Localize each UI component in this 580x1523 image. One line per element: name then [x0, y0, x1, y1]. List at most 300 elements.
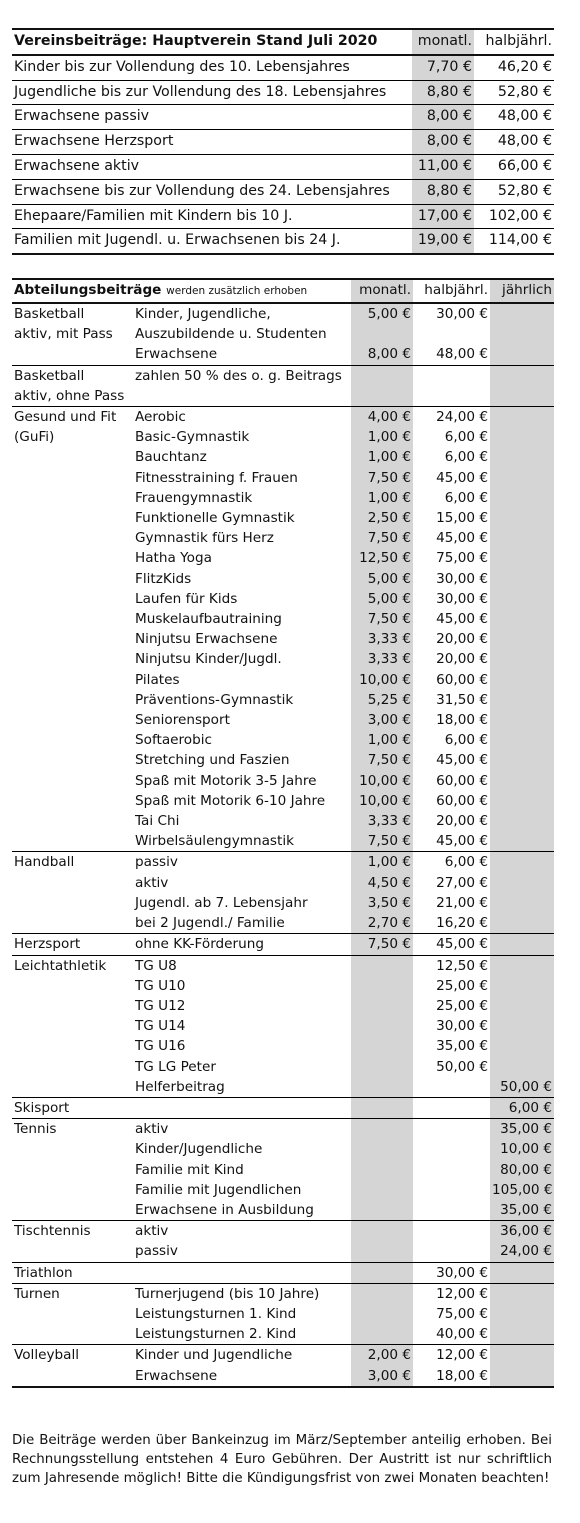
- dept-half: 6,00 €: [444, 429, 489, 446]
- dept-monthly: [353, 1160, 411, 1180]
- dept-half: 31,50 €: [436, 691, 489, 708]
- dept-half: [415, 1119, 488, 1139]
- dept-yearly-cell: [490, 1262, 554, 1283]
- dept-half-cell: [413, 407, 490, 852]
- dept-monthly: [353, 1284, 411, 1304]
- dept-monthly: 7,50 €: [367, 833, 412, 850]
- dept-group-row: [12, 1262, 554, 1283]
- fee-half: 102,00 €: [474, 204, 554, 229]
- dept-half: 45,00 €: [436, 530, 489, 547]
- dept-name: Herzsport: [14, 936, 81, 953]
- dept-name: [14, 447, 131, 467]
- dept-half: [415, 1180, 488, 1200]
- dept-monthly-cell: [351, 1097, 413, 1118]
- dept-half: [415, 366, 488, 386]
- dept-name: [14, 1200, 131, 1220]
- dept-item: Leistungsturnen 2. Kind: [135, 1326, 297, 1343]
- dept-name: Handball: [14, 854, 75, 871]
- dept-half: 75,00 €: [436, 550, 489, 567]
- dept-group-row: [12, 365, 554, 406]
- dept-item: FlitzKids: [135, 570, 192, 587]
- dept-half: 15,00 €: [436, 510, 489, 527]
- fee-label: Erwachsene Herzsport: [12, 130, 412, 155]
- dept-item: passiv: [135, 1243, 178, 1260]
- dept-yearly-cell: [490, 1283, 554, 1345]
- dept-item-cell: [133, 934, 351, 955]
- dept-monthly: 10,00 €: [359, 772, 412, 789]
- dept-half: 12,00 €: [436, 1285, 489, 1302]
- dept-half: [415, 386, 488, 406]
- dept-item: aktiv: [135, 874, 169, 891]
- fee-half: 114,00 €: [474, 229, 554, 254]
- dept-half-cell: [413, 365, 490, 406]
- dept-yearly: [492, 873, 552, 893]
- dept-item: Bauchtanz: [135, 449, 207, 466]
- dept-half-cell: [413, 303, 490, 365]
- dept-yearly-cell: [490, 955, 554, 1097]
- dept-item: aktiv: [135, 1223, 169, 1240]
- dept-monthly: [353, 1036, 411, 1056]
- dept-half: 45,00 €: [436, 752, 489, 769]
- dept-half: 25,00 €: [436, 977, 489, 994]
- dept-yearly: [492, 1284, 552, 1304]
- dept-name: [14, 893, 131, 913]
- dept-name: [14, 649, 131, 669]
- dept-monthly: 5,00 €: [367, 570, 412, 587]
- fee-label: Ehepaare/Familien mit Kindern bis 10 J.: [12, 204, 412, 229]
- dept-group-row: [12, 852, 554, 934]
- dept-yearly: [492, 956, 552, 976]
- dept-yearly: [492, 669, 552, 689]
- dept-yearly: [492, 750, 552, 770]
- dept-yearly: [492, 1016, 552, 1036]
- dept-half: [415, 1139, 488, 1159]
- footer-note: [12, 1431, 552, 1488]
- dept-col-yearly-header: jährlich: [490, 279, 554, 303]
- dept-monthly: [353, 386, 411, 406]
- dept-yearly: [492, 366, 552, 386]
- dept-monthly: [353, 1098, 411, 1118]
- fee-monthly: 8,80 €: [412, 80, 474, 105]
- dept-yearly: [492, 649, 552, 669]
- dept-name: Gesund und Fit: [14, 409, 117, 426]
- dept-monthly: [353, 956, 411, 976]
- dept-half: [415, 1077, 488, 1097]
- dept-yearly: [492, 730, 552, 750]
- dept-half-cell: [413, 1283, 490, 1345]
- dept-name: [14, 528, 131, 548]
- dept-yearly: [492, 609, 552, 629]
- dept-name-cell: [12, 934, 133, 955]
- dept-half: 6,00 €: [444, 732, 489, 749]
- fee-monthly: 8,80 €: [412, 179, 474, 204]
- dept-item-cell: [133, 1119, 351, 1221]
- dept-yearly: 24,00 €: [500, 1243, 553, 1260]
- dept-half: 60,00 €: [436, 772, 489, 789]
- dept-half: 6,00 €: [444, 449, 489, 466]
- dept-monthly: 5,00 €: [367, 590, 412, 607]
- main-fee-row: [12, 80, 554, 105]
- dept-item: Frauengymnastik: [135, 489, 253, 506]
- dept-yearly: [492, 447, 552, 467]
- main-fee-row: [12, 55, 554, 80]
- dept-yearly: [492, 1366, 552, 1386]
- dept-yearly: [492, 1036, 552, 1056]
- dept-half: 30,00 €: [436, 1264, 489, 1281]
- dept-name: [14, 1180, 131, 1200]
- dept-name-cell: [12, 1283, 133, 1345]
- dept-monthly: 5,25 €: [367, 691, 412, 708]
- dept-half: 45,00 €: [436, 833, 489, 850]
- dept-half: 6,00 €: [444, 854, 489, 871]
- dept-monthly: 4,50 €: [367, 874, 412, 891]
- dept-name: [14, 1139, 131, 1159]
- dept-name: Basketball: [14, 367, 85, 384]
- main-fees-table: [12, 28, 554, 255]
- dept-monthly: [353, 1263, 411, 1283]
- main-fee-row: [12, 179, 554, 204]
- dept-fees-header: [12, 279, 554, 303]
- dept-half-cell: [413, 1119, 490, 1221]
- dept-half: 30,00 €: [436, 1018, 489, 1035]
- dept-item: Auszubildende u. Studenten: [135, 326, 327, 343]
- dept-item: Basic-Gymnastik: [135, 429, 250, 446]
- main-fees-title: Vereinsbeiträge: Hauptverein Stand Juli 2020: [12, 29, 412, 55]
- dept-item-cell: [133, 365, 351, 406]
- dept-yearly: 36,00 €: [500, 1223, 553, 1240]
- dept-monthly: 1,00 €: [367, 854, 412, 871]
- dept-monthly: 7,50 €: [367, 530, 412, 547]
- dept-yearly: 80,00 €: [500, 1161, 553, 1178]
- dept-name: [14, 344, 131, 364]
- dept-monthly-cell: [351, 1119, 413, 1221]
- dept-half: [415, 1160, 488, 1180]
- dept-yearly-cell: [490, 1119, 554, 1221]
- dept-yearly-cell: [490, 1345, 554, 1387]
- dept-item: bei 2 Jugendl./ Familie: [135, 915, 285, 932]
- fee-monthly: 19,00 €: [412, 229, 474, 254]
- dept-group-row: [12, 1221, 554, 1262]
- dept-yearly-cell: [490, 365, 554, 406]
- dept-half: 27,00 €: [436, 874, 489, 891]
- dept-yearly: [492, 976, 552, 996]
- dept-item: Softaerobic: [135, 732, 213, 749]
- dept-monthly: [353, 1200, 411, 1220]
- dept-yearly: 10,00 €: [500, 1141, 553, 1158]
- dept-item: TG U12: [135, 997, 186, 1014]
- dept-group-row: [12, 955, 554, 1097]
- dept-monthly: [353, 1077, 411, 1097]
- dept-yearly: [492, 1263, 552, 1283]
- dept-half-cell: [413, 1345, 490, 1387]
- main-fee-row: [12, 105, 554, 130]
- dept-monthly: 1,00 €: [367, 449, 412, 466]
- dept-item: Kinder/Jugendliche: [135, 1141, 263, 1158]
- dept-yearly: [492, 852, 552, 872]
- dept-yearly: [492, 407, 552, 427]
- fee-monthly: 17,00 €: [412, 204, 474, 229]
- dept-name: [14, 1036, 131, 1056]
- dept-name: [14, 1366, 131, 1386]
- dept-yearly: [492, 934, 552, 954]
- dept-yearly: [492, 690, 552, 710]
- dept-half-cell: [413, 1221, 490, 1262]
- dept-half: 20,00 €: [436, 631, 489, 648]
- dept-name-cell: [12, 1097, 133, 1118]
- dept-yearly: [492, 344, 552, 364]
- dept-half: 18,00 €: [436, 712, 489, 729]
- dept-monthly: 3,33 €: [367, 651, 412, 668]
- dept-name: aktiv, ohne Pass: [14, 387, 125, 404]
- fee-monthly: 11,00 €: [412, 154, 474, 179]
- dept-half: 45,00 €: [436, 936, 489, 953]
- dept-name-cell: [12, 1221, 133, 1262]
- dept-item: Stretching und Faszien: [135, 752, 290, 769]
- dept-yearly: [492, 324, 552, 344]
- dept-yearly: [492, 1324, 552, 1344]
- dept-monthly: 12,50 €: [359, 550, 412, 567]
- dept-name: Basketball: [14, 306, 85, 322]
- dept-item: Ninjutsu Kinder/Jugdl.: [135, 651, 282, 668]
- fee-monthly: 8,00 €: [412, 105, 474, 130]
- dept-item: zahlen 50 % des o. g. Beitrags: [135, 367, 342, 384]
- dept-monthly: 3,00 €: [367, 712, 412, 729]
- main-fees-header: [12, 29, 554, 55]
- dept-name: [14, 1016, 131, 1036]
- dept-half: [415, 1241, 488, 1261]
- dept-item: Leistungsturnen 1. Kind: [135, 1305, 297, 1322]
- dept-yearly: [492, 1345, 552, 1365]
- dept-item: Spaß mit Motorik 3-5 Jahre: [135, 772, 317, 789]
- dept-yearly-cell: [490, 852, 554, 934]
- dept-monthly: 1,00 €: [367, 429, 412, 446]
- dept-group-row: [12, 407, 554, 852]
- dept-item: Erwachsene: [135, 1367, 218, 1384]
- dept-name: [14, 488, 131, 508]
- dept-half: 6,00 €: [444, 489, 489, 506]
- dept-monthly: [353, 366, 411, 386]
- dept-item: aktiv: [135, 1121, 169, 1138]
- dept-half: [415, 324, 488, 344]
- dept-item: Wirbelsäulengymnastik: [135, 833, 294, 850]
- dept-monthly: 1,00 €: [367, 732, 412, 749]
- dept-item: Erwachsene: [135, 346, 218, 363]
- dept-item: Helferbeitrag: [135, 1078, 225, 1095]
- dept-monthly: 3,00 €: [367, 1367, 412, 1384]
- dept-item: [135, 386, 349, 406]
- dept-half: 40,00 €: [436, 1326, 489, 1343]
- dept-item: [135, 1263, 349, 1283]
- dept-name: [14, 669, 131, 689]
- dept-half: 20,00 €: [436, 813, 489, 830]
- dept-group-row: [12, 1283, 554, 1345]
- dept-name-cell: [12, 955, 133, 1097]
- dept-monthly: [353, 1304, 411, 1324]
- dept-yearly: [492, 831, 552, 851]
- dept-monthly: [353, 324, 411, 344]
- dept-monthly: [353, 1180, 411, 1200]
- dept-item: TG U16: [135, 1038, 186, 1055]
- dept-monthly: [353, 1016, 411, 1036]
- dept-half: 18,00 €: [436, 1367, 489, 1384]
- fee-half: 52,80 €: [474, 179, 554, 204]
- dept-monthly: [353, 976, 411, 996]
- dept-name: [14, 831, 131, 851]
- dept-monthly: 2,00 €: [367, 1347, 412, 1364]
- dept-name: [14, 508, 131, 528]
- dept-item-cell: [133, 955, 351, 1097]
- dept-monthly: 7,50 €: [367, 936, 412, 953]
- dept-item: TG LG Peter: [135, 1058, 216, 1075]
- dept-name: Tennis: [14, 1121, 57, 1138]
- dept-yearly: 35,00 €: [500, 1201, 553, 1218]
- dept-name: (GuFi): [14, 429, 55, 446]
- fee-monthly: 8,00 €: [412, 130, 474, 155]
- dept-yearly: [492, 629, 552, 649]
- dept-monthly: 10,00 €: [359, 671, 412, 688]
- dept-monthly: 7,50 €: [367, 752, 412, 769]
- fee-label: Erwachsene aktiv: [12, 154, 412, 179]
- dept-name: Volleyball: [14, 1347, 80, 1364]
- dept-monthly: 3,33 €: [367, 631, 412, 648]
- dept-yearly: [492, 427, 552, 447]
- main-fee-row: [12, 229, 554, 254]
- dept-name: [14, 730, 131, 750]
- dept-yearly: [492, 548, 552, 568]
- dept-name: [14, 791, 131, 811]
- dept-yearly-cell: [490, 303, 554, 365]
- dept-item: TG U10: [135, 977, 186, 994]
- dept-half: 30,00 €: [436, 306, 489, 322]
- dept-half: 35,00 €: [436, 1038, 489, 1055]
- dept-monthly-cell: [351, 1221, 413, 1262]
- dept-name: [14, 1324, 131, 1344]
- dept-name-cell: [12, 1262, 133, 1283]
- dept-monthly-cell: [351, 1345, 413, 1387]
- dept-monthly: [353, 1241, 411, 1261]
- dept-item: Turnerjugend (bis 10 Jahre): [135, 1285, 320, 1302]
- dept-group-row: [12, 1097, 554, 1118]
- dept-item: Erwachsene in Ausbildung: [135, 1201, 314, 1218]
- dept-item-cell: [133, 1221, 351, 1262]
- dept-monthly-cell: [351, 365, 413, 406]
- dept-item: Aerobic: [135, 409, 186, 426]
- dept-item: TG U8: [135, 957, 177, 974]
- dept-name: Leichtathletik: [14, 957, 107, 974]
- dept-col-half-header: halbjährl.: [413, 279, 490, 303]
- dept-name: [14, 1160, 131, 1180]
- dept-monthly: 5,00 €: [367, 306, 412, 322]
- dept-name: [14, 548, 131, 568]
- dept-name: Turnen: [14, 1285, 60, 1302]
- dept-name: [14, 569, 131, 589]
- main-fee-row: [12, 154, 554, 179]
- dept-yearly: 35,00 €: [500, 1121, 553, 1138]
- main-fee-row: [12, 130, 554, 155]
- dept-monthly: 3,33 €: [367, 813, 412, 830]
- dept-name-cell: [12, 852, 133, 934]
- dept-half-cell: [413, 934, 490, 955]
- dept-name-cell: [12, 303, 133, 365]
- dept-name-cell: [12, 1345, 133, 1387]
- fee-monthly: 7,70 €: [412, 55, 474, 80]
- dept-item: Kinder, Jugendliche,: [135, 306, 271, 322]
- dept-half: [415, 1098, 488, 1118]
- dept-yearly: [492, 1304, 552, 1324]
- dept-monthly: 7,50 €: [367, 611, 412, 628]
- dept-item-cell: [133, 852, 351, 934]
- dept-monthly: [353, 1119, 411, 1139]
- dept-monthly: 2,50 €: [367, 510, 412, 527]
- dept-monthly: 2,70 €: [367, 915, 412, 932]
- dept-monthly: [353, 1221, 411, 1241]
- dept-monthly: 3,50 €: [367, 894, 412, 911]
- dept-yearly: [492, 893, 552, 913]
- dept-item: Familie mit Kind: [135, 1161, 244, 1178]
- dept-name: [14, 468, 131, 488]
- fee-label: Jugendliche bis zur Vollendung des 18. Lebensjahres: [12, 80, 412, 105]
- dept-half: 60,00 €: [436, 792, 489, 809]
- dept-item-cell: [133, 303, 351, 365]
- dept-monthly: 4,00 €: [367, 409, 412, 426]
- dept-half: 30,00 €: [436, 590, 489, 607]
- dept-monthly-cell: [351, 407, 413, 852]
- fee-half: 52,80 €: [474, 80, 554, 105]
- fee-label: Erwachsene passiv: [12, 105, 412, 130]
- dept-yearly: [492, 770, 552, 790]
- fee-half: 48,00 €: [474, 130, 554, 155]
- dept-monthly: 1,00 €: [367, 489, 412, 506]
- dept-item: Seniorensport: [135, 712, 230, 729]
- dept-yearly: [492, 811, 552, 831]
- dept-item: Muskelaufbautraining: [135, 611, 282, 628]
- dept-name: [14, 996, 131, 1016]
- dept-name: [14, 811, 131, 831]
- fee-half: 48,00 €: [474, 105, 554, 130]
- dept-monthly: [353, 1324, 411, 1344]
- dept-item: Familie mit Jugendlichen: [135, 1181, 302, 1198]
- dept-name: [14, 750, 131, 770]
- dept-yearly-cell: [490, 934, 554, 955]
- dept-name: [14, 1241, 131, 1261]
- dept-monthly: [353, 1139, 411, 1159]
- dept-half: 24,00 €: [436, 409, 489, 426]
- dept-yearly: [492, 508, 552, 528]
- dept-monthly: 7,50 €: [367, 469, 412, 486]
- dept-name: [14, 1056, 131, 1076]
- dept-fees-subtitle: werden zusätzlich erhoben: [166, 285, 308, 297]
- dept-monthly: [353, 1056, 411, 1076]
- dept-item: Laufen für Kids: [135, 590, 238, 607]
- dept-fees-title: Abteilungsbeiträge: [14, 282, 162, 298]
- dept-half: 30,00 €: [436, 570, 489, 587]
- dept-name: Triathlon: [14, 1264, 73, 1281]
- dept-item: Hatha Yoga: [135, 550, 212, 567]
- dept-yearly: 6,00 €: [508, 1099, 553, 1116]
- dept-half: [415, 1200, 488, 1220]
- dept-name: [14, 609, 131, 629]
- dept-item: Jugendl. ab 7. Lebensjahr: [135, 894, 308, 911]
- dept-half: 12,00 €: [436, 1347, 489, 1364]
- dept-group-row: [12, 1119, 554, 1221]
- dept-yearly: [492, 589, 552, 609]
- col-monthly-header: monatl.: [412, 29, 474, 55]
- dept-yearly-cell: [490, 407, 554, 852]
- dept-fees-title-cell: [12, 279, 351, 303]
- dept-item: Ninjutsu Erwachsene: [135, 631, 278, 648]
- dept-yearly: [492, 996, 552, 1016]
- dept-group-row: [12, 303, 554, 365]
